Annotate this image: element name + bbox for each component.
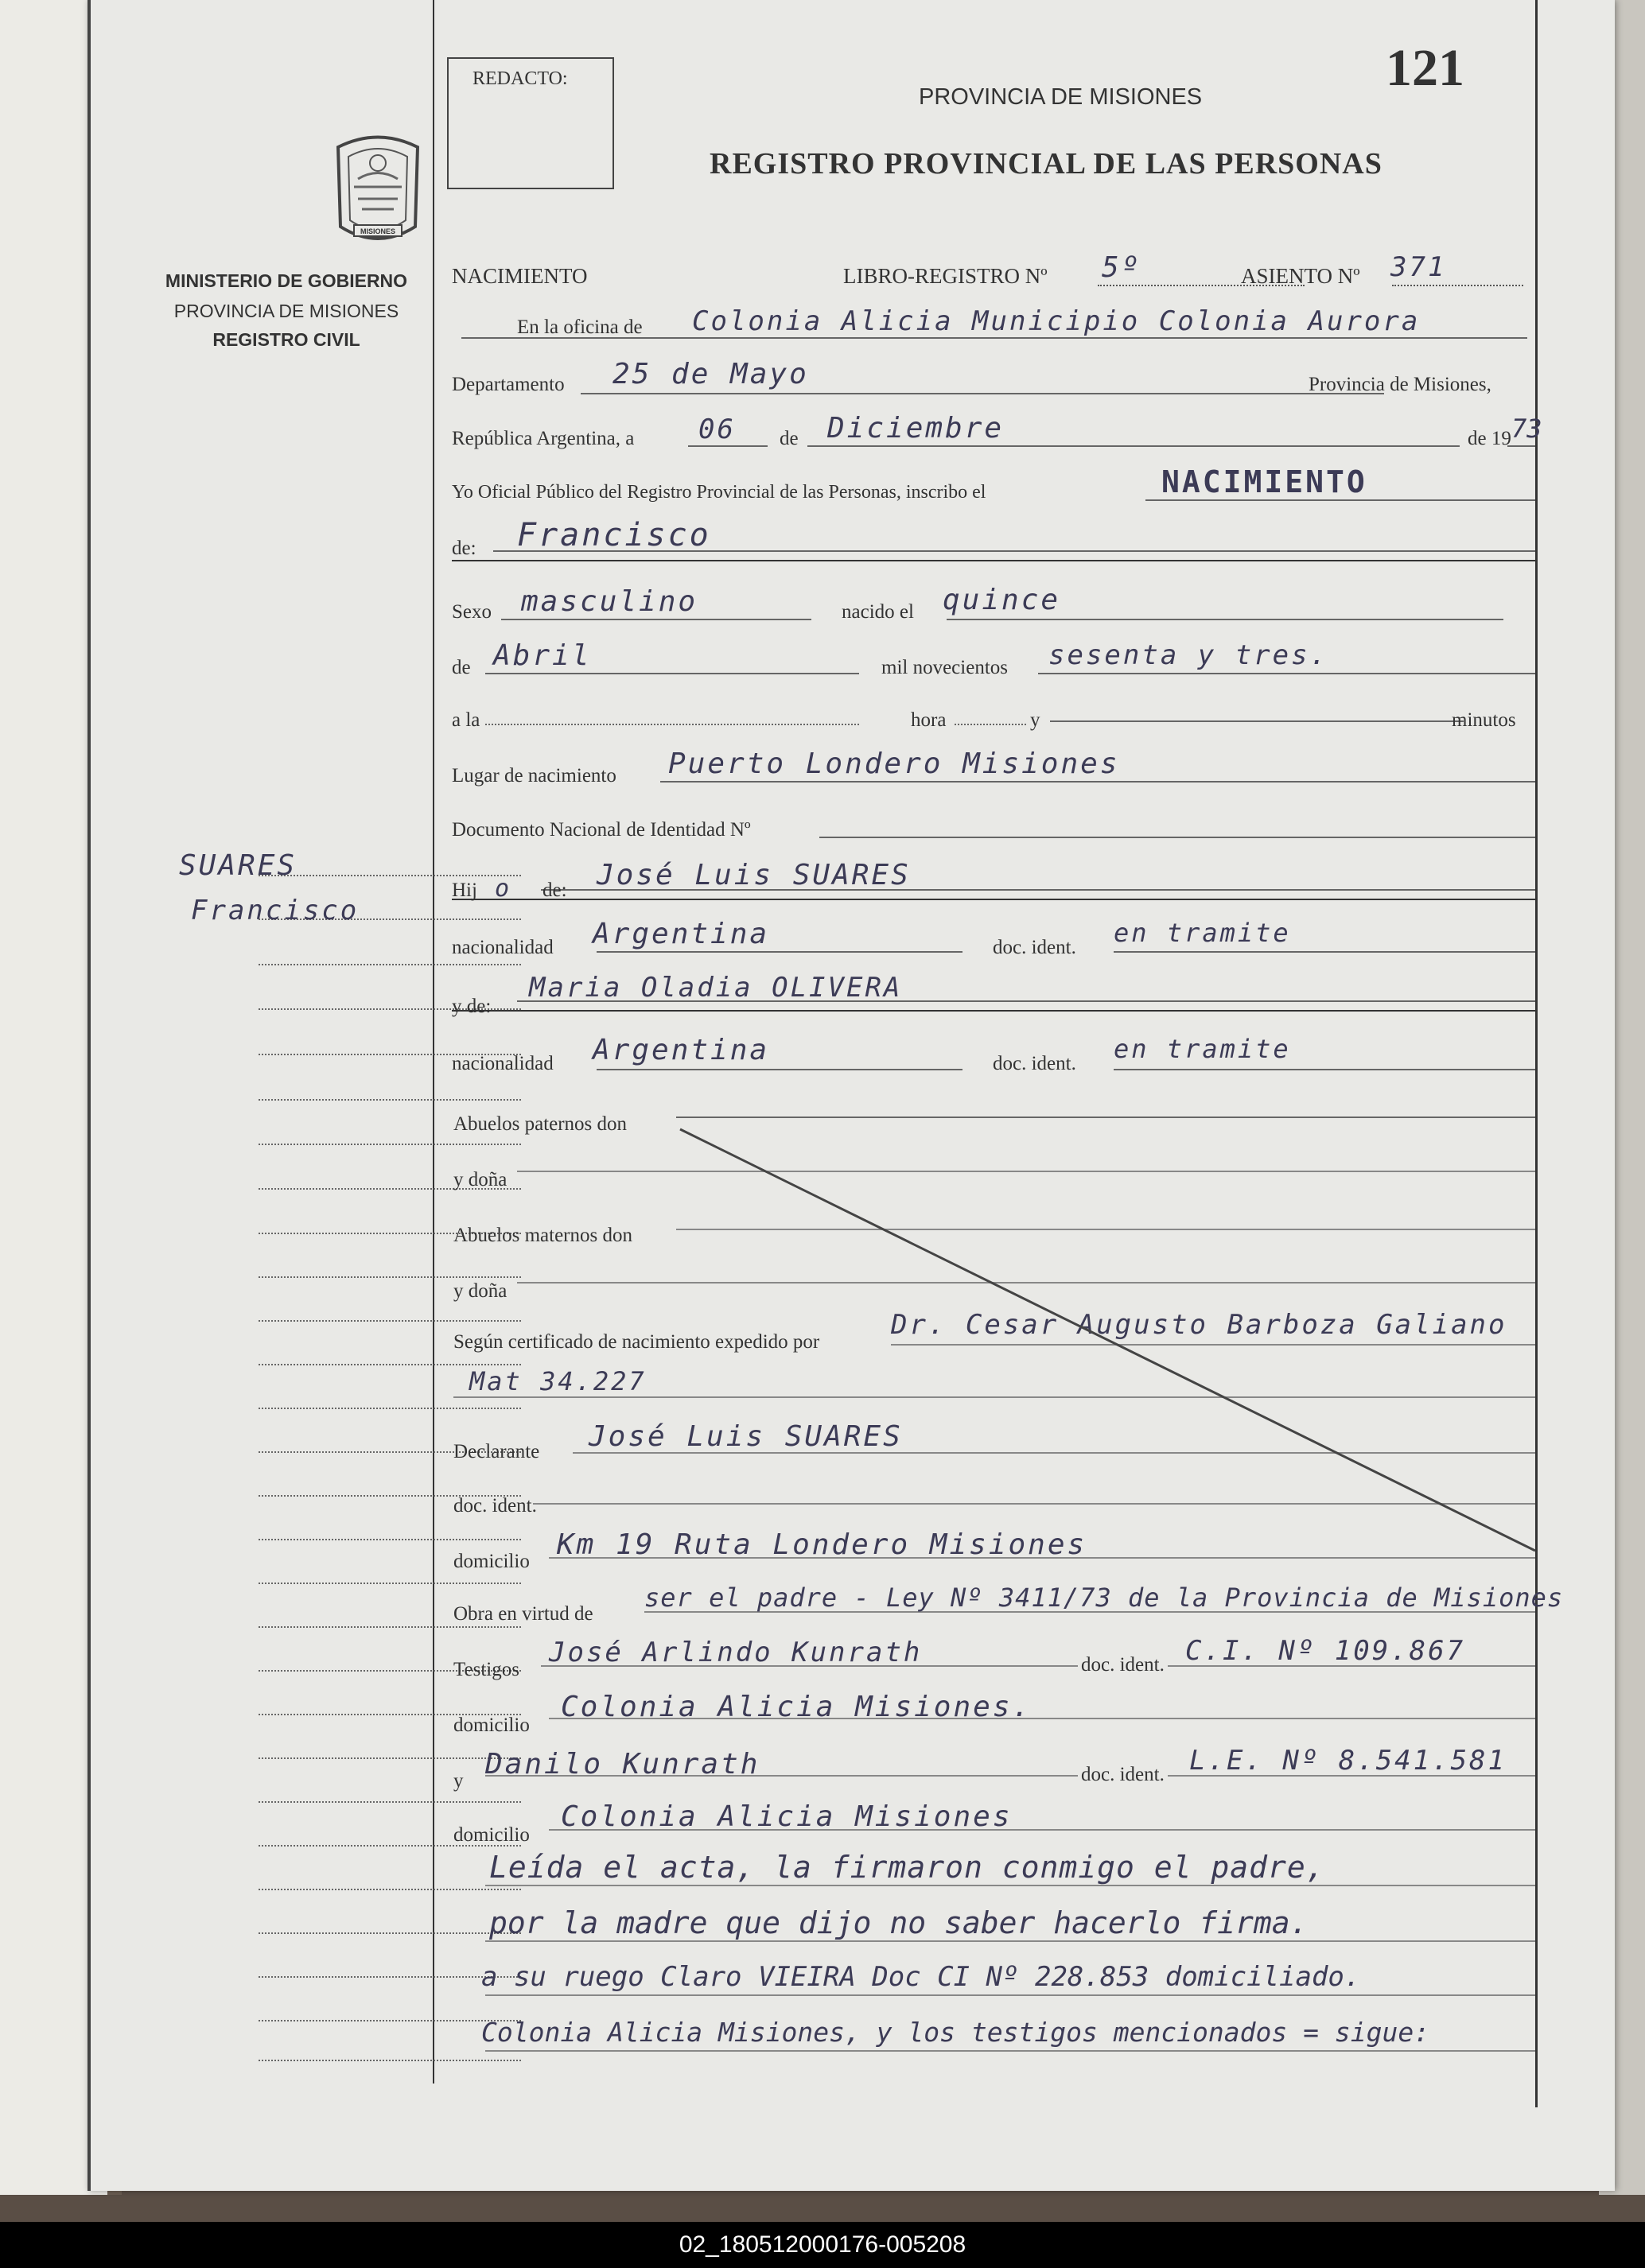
dia-value: 06 — [698, 414, 736, 445]
republica-label: República Argentina, a — [452, 428, 635, 449]
anio-value: 73 — [1511, 414, 1542, 444]
mil-label: mil novecientos — [881, 657, 1008, 678]
declarante-domicilio: Km 19 Ruta Londero Misiones — [557, 1528, 1087, 1561]
oficial-value: NACIMIENTO — [1161, 464, 1367, 499]
hijo-de-label: de: — [542, 880, 567, 901]
minutos-label: minutos — [1452, 709, 1516, 731]
departamento-value: 25 de Mayo — [612, 358, 809, 390]
abuelos-paternos-label: Abuelos paternos don — [453, 1113, 628, 1135]
nombre-value: Francisco — [517, 517, 711, 553]
testigo1-doc: C.I. Nº 109.867 — [1185, 1635, 1466, 1667]
madre-nacionalidad: Argentina — [593, 1034, 770, 1066]
hijo-suffix: o — [495, 875, 512, 903]
de-mes-label: de — [452, 657, 471, 678]
testigo2-name: Danilo Kunrath — [485, 1748, 760, 1781]
madre-value: Maria Oladia OLIVERA — [529, 972, 903, 1004]
registry-heading: REGISTRO PROVINCIAL DE LAS PERSONAS — [710, 147, 1382, 181]
hora-label: hora — [911, 709, 947, 731]
testigos-label: Testigos — [453, 1659, 519, 1680]
declarante-doc-label: doc. ident. — [453, 1495, 537, 1517]
testigo2-domicilio: Colonia Alicia Misiones — [561, 1800, 1013, 1833]
closing-line-1: Leída el acta, la firmaron conmigo el padre, — [489, 1850, 1325, 1885]
asiento-label: ASIENTO Nº — [1241, 264, 1360, 288]
departamento-label: Departamento — [452, 374, 565, 395]
y-dona-materna-label: y doña — [453, 1280, 508, 1302]
hijo-label: Hij — [452, 880, 477, 901]
oficial-label: Yo Oficial Público del Registro Provincial de las Personas, inscribo el — [452, 482, 986, 503]
province-heading: PROVINCIA DE MISIONES — [919, 84, 1203, 110]
nacido-label: nacido el — [842, 601, 914, 623]
sexo-value: masculino — [521, 585, 698, 618]
mil-value: sesenta y tres. — [1048, 639, 1329, 671]
seal-org-line2: PROVINCIA DE MISIONES — [173, 301, 399, 321]
provincia-label: Provincia de Misiones, — [1309, 374, 1491, 395]
margin-surname: SUARES — [179, 849, 298, 882]
y-label: y — [1030, 709, 1040, 731]
oficina-value: Colonia Alicia Municipio Colonia Aurora — [692, 305, 1421, 337]
madre-doc-label: doc. ident. — [993, 1053, 1076, 1074]
nombre-label: de: — [452, 538, 476, 559]
seal-org-line1: MINISTERIO DE GOBIERNO — [165, 270, 408, 291]
a-la-label: a la — [452, 709, 480, 731]
y-de-label: y de: — [452, 996, 492, 1017]
declarante-value: José Luis SUARES — [589, 1420, 903, 1453]
padre-value: José Luis SUARES — [597, 859, 911, 891]
segun-label: Según certificado de nacimiento expedido por — [453, 1331, 820, 1353]
de-label: de — [780, 428, 799, 449]
padre-doc-label: doc. ident. — [993, 937, 1076, 958]
redacto-label: REDACTO: — [472, 68, 568, 89]
page-number: 121 — [1386, 39, 1464, 97]
seal-org-line3: REGISTRO CIVIL — [212, 329, 360, 350]
testigo1-domicilio-label: domicilio — [453, 1715, 530, 1736]
register-page — [88, 0, 1615, 2191]
nacido-mes-value: Abril — [493, 639, 592, 672]
padre-nacionalidad-label: nacionalidad — [452, 937, 554, 958]
closing-line-3: a su ruego Claro VIEIRA Doc CI Nº 228.853 domiciliado. — [481, 1961, 1361, 1993]
testigo1-domicilio: Colonia Alicia Misiones. — [561, 1691, 1032, 1723]
seal-text: MISIONES — [360, 227, 396, 235]
abuelos-maternos-label: Abuelos maternos don — [453, 1225, 632, 1246]
mes-value: Diciembre — [827, 412, 1005, 445]
dni-label: Documento Nacional de Identidad Nº — [452, 819, 751, 841]
lugar-value: Puerto Londero Misiones — [668, 748, 1120, 780]
nacido-value: quince — [943, 584, 1061, 616]
lugar-label: Lugar de nacimiento — [452, 765, 616, 786]
libro-label: LIBRO-REGISTRO Nº — [843, 264, 1048, 288]
madre-nacionalidad-label: nacionalidad — [452, 1053, 554, 1074]
testigo1-doc-label: doc. ident. — [1078, 1654, 1168, 1676]
testigo2-domicilio-label: domicilio — [453, 1824, 530, 1846]
obra-value: ser el padre - Ley Nº 3411/73 de la Provincia de Misiones — [644, 1583, 1564, 1613]
testigo1-name: José Arlindo Kunrath — [549, 1637, 923, 1668]
anio-prefix: de 19 — [1468, 428, 1511, 449]
obra-label: Obra en virtud de — [453, 1603, 593, 1625]
matricula-value: Mat 34.227 — [469, 1366, 647, 1396]
record-type-label: NACIMIENTO — [452, 264, 588, 288]
declarante-label: Declarante — [453, 1441, 540, 1462]
closing-line-2: por la madre que dijo no saber hacerlo firma. — [489, 1905, 1309, 1940]
testigo2-doc-label: doc. ident. — [1078, 1764, 1168, 1786]
image-id-caption: 02_180512000176-005208 — [0, 2222, 1645, 2268]
asiento-value: 371 — [1390, 251, 1447, 283]
margin-given-name: Francisco — [191, 895, 360, 926]
y-dona-paterna-label: y doña — [453, 1169, 508, 1190]
padre-doc: en tramite — [1114, 918, 1291, 948]
oficina-label: En la oficina de — [517, 317, 643, 338]
cancellation-stroke — [88, 0, 1615, 2191]
closing-line-4: Colonia Alicia Misiones, y los testigos mencionados = sigue: — [481, 2017, 1430, 2048]
libro-value: 5º — [1102, 251, 1141, 284]
declarante-domicilio-label: domicilio — [453, 1551, 530, 1572]
y-testigo-label: y — [453, 1770, 464, 1792]
sexo-label: Sexo — [452, 601, 492, 623]
segun-value: Dr. Cesar Augusto Barboza Galiano — [891, 1309, 1507, 1341]
padre-nacionalidad: Argentina — [593, 918, 770, 950]
madre-doc: en tramite — [1114, 1034, 1291, 1064]
testigo2-doc: L.E. Nº 8.541.581 — [1189, 1745, 1507, 1777]
